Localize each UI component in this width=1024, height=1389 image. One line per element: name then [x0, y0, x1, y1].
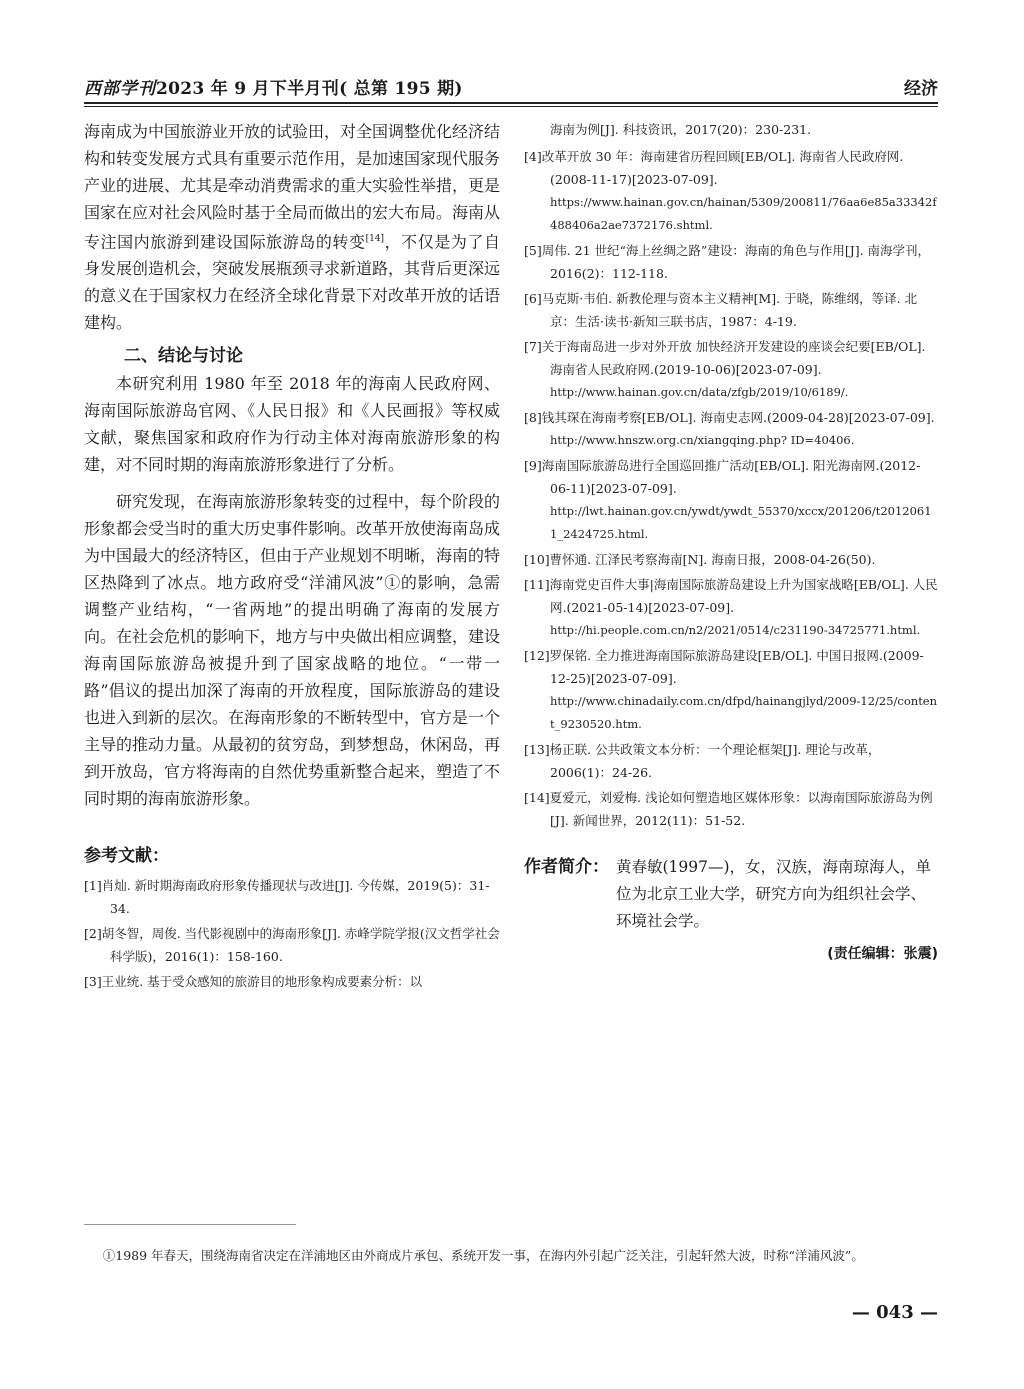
reference-text: [4]改革开放 30 年：海南建省历程回顾[EB/OL]. 海南省人民政府网.(2008-11-17)[2023-07-09].: [524, 149, 904, 187]
editor-credit: (责任编辑：张震): [827, 946, 938, 962]
journal-logo: 西部学刊: [84, 79, 156, 99]
paragraph-1-tail: ，不仅是为了自身发展创造机会，突破发展瓶颈寻求新道路，其背后更深远的意义在于国家权力在经济全球化背景下对改革开放的话语建构。: [84, 232, 501, 333]
paragraph-1-text: 海南成为中国旅游业开放的试验田，对全国调整优化经济结构和转变发展方式具有重要示范作用，是加速国家现代服务产业的进展、尤其是牵动消费需求的重大实验性举措，更是国家在应对社会风险时基于全局而做出的宏大布局。海南从专注国内旅游到建设国际旅游岛的转变: [84, 122, 501, 252]
footnote-rule: [84, 1224, 296, 1225]
reference-text: [5]周伟. 21 世纪“海上丝绸之路”建设：海南的角色与作用[J]. 南海学刊，2016(2)：112-118.: [524, 243, 931, 281]
reference-url: https://www.hainan.gov.cn/hainan/5309/200811/76aa6e85a33342f488406a2ae7372176.shtml.: [550, 195, 937, 232]
reference-item: [524, 239, 938, 285]
reference-item: [524, 573, 938, 642]
reference-list-right: [524, 145, 938, 832]
reference-text: [13]杨正联. 公共政策文本分析：一个理论框架[J]. 理论与改革，2006(1)：24-26.: [524, 742, 881, 780]
reference-item: [524, 548, 938, 571]
reference-item: [524, 786, 938, 832]
reference-url: http://hi.people.com.cn/n2/2021/0514/c231190-34725771.html.: [550, 623, 921, 637]
author-label: 作者简介：: [524, 857, 609, 877]
reference-url: http://www.chinadaily.com.cn/dfpd/hainangjlyd/2009-12/25/content_9230520.htm.: [550, 694, 938, 731]
paragraph-1: [84, 118, 500, 336]
citation-14: [14]: [365, 234, 385, 244]
reference-item: [524, 287, 938, 333]
reference-item: [524, 644, 938, 736]
page-number: — 043 —: [851, 1302, 938, 1323]
reference-item: [3]王业统. 基于受众感知的旅游目的地形象构成要素分析：以: [84, 974, 423, 990]
running-header: [84, 74, 938, 102]
author-bio: [524, 854, 938, 935]
paragraph-2: 本研究利用 1980 年至 2018 年的海南人民政府网、海南国际旅游岛官网、《人民日报》和《人民画报》等权威文献，聚焦国家和政府作为行动主体对海南旅游形象的构建，对不同时期的海南旅游形象进行了分析。: [84, 374, 500, 475]
reference-item: [524, 454, 938, 546]
reference-item: [524, 406, 938, 452]
reference-continuation: 海南为例[J]. 科技资讯，2017(20)：230-231.: [550, 122, 812, 137]
reference-item: [524, 145, 938, 237]
issue-text: 2023 年 9 月下半月刊( 总第 195 期): [156, 79, 463, 99]
reference-text: [8]钱其琛在海南考察[EB/OL]. 海南史志网.(2009-04-28)[2023-07-09].: [524, 410, 935, 425]
references-title: 参考文献：: [84, 846, 169, 867]
journal-issue: [84, 74, 463, 99]
reference-text: [14]夏爱元，刘爱梅. 浅论如何塑造地区媒体形象：以海南国际旅游岛为例[J]. 新闻世界，2012(11)：51-52.: [524, 790, 933, 828]
section-label: 经济: [904, 79, 938, 99]
left-column: [84, 118, 500, 995]
right-column: [524, 118, 938, 963]
reference-text: [7]关于海南岛进一步对外开放 加快经济开发建设的座谈会纪要[EB/OL]. 海南省人民政府网.(2019-10-06)[2023-07-09].: [524, 339, 926, 377]
reference-item: [1]肖灿. 新时期海南政府形象传播现状与改进[J]. 今传媒，2019(5)：31-34.: [84, 878, 490, 917]
paragraph-3: 研究发现，在海南旅游形象转变的过程中，每个阶段的形象都会受当时的重大历史事件影响。改革开放使海南岛成为中国最大的经济特区，但由于产业规划不明晰，海南的特区热降到了冰点。地方政府受“洋浦风波”①的影响，急需调整产业结构，“一省两地”的提出明确了海南的发展方向。在社会危机的影响下，地方与中央做出相应调整，建设海南国际旅游岛被提升到了国家战略的地位。“一带一路”倡议的提出加深了海南的开放程度，国际旅游岛的建设也进入到新的层次。在海南形象的不断转型中，官方是一个主导的推动力量。从最初的贫穷岛，到梦想岛，休闲岛，再到开放岛，官方将海南的自然优势重新整合起来，塑造了不同时期的海南旅游形象。: [84, 492, 501, 809]
reference-item: [2]胡冬智，周俊. 当代影视剧中的海南形象[J]. 赤峰学院学报(汉文哲学社会科学版)，2016(1)：158-160.: [84, 926, 500, 965]
reference-list-left: [84, 874, 500, 993]
reference-url: http://www.hnszw.org.cn/xiangqing.php? ID=40406.: [550, 433, 855, 447]
reference-text: [11]海南党史百件大事|海南国际旅游岛建设上升为国家战略[EB/OL]. 人民网.(2021-05-14)[2023-07-09].: [524, 577, 938, 615]
reference-text: [6]马克斯·韦伯. 新教伦理与资本主义精神[M]. 于晓，陈维纲，等译. 北京：生活·读书·新知三联书店，1987：4-19.: [524, 291, 918, 329]
reference-url: http://lwt.hainan.gov.cn/ywdt/ywdt_55370/xccx/201206/t20120611_2424725.html.: [550, 504, 932, 541]
reference-text: [10]曹怀通. 江泽民考察海南[N]. 海南日报，2008-04-26(50).: [524, 552, 876, 567]
author-text: 黄春敏(1997—)，女，汉族，海南琼海人，单位为北京工业大学，研究方向为组织社会学、环境社会学。: [616, 858, 932, 930]
footnote: ①1989 年春天，围绕海南省决定在洋浦地区由外商成片承包、系统开发一事，在海内外引起广泛关注，引起轩然大波，时称“洋浦风波”。: [102, 1248, 864, 1263]
reference-item: [524, 738, 938, 784]
section-title: 二、结论与讨论: [124, 346, 243, 367]
header-rule: [84, 102, 938, 104]
reference-url: http://www.hainan.gov.cn/data/zfgb/2019/10/6189/.: [550, 385, 849, 399]
reference-item: [524, 335, 938, 404]
header-rule-thin: [84, 106, 938, 107]
reference-text: [12]罗保铭. 全力推进海南国际旅游岛建设[EB/OL]. 中国日报网.(2009-12-25)[2023-07-09].: [524, 648, 924, 686]
reference-text: [9]海南国际旅游岛进行全国巡回推广活动[EB/OL]. 阳光海南网.(2012-06-11)[2023-07-09].: [524, 458, 921, 496]
